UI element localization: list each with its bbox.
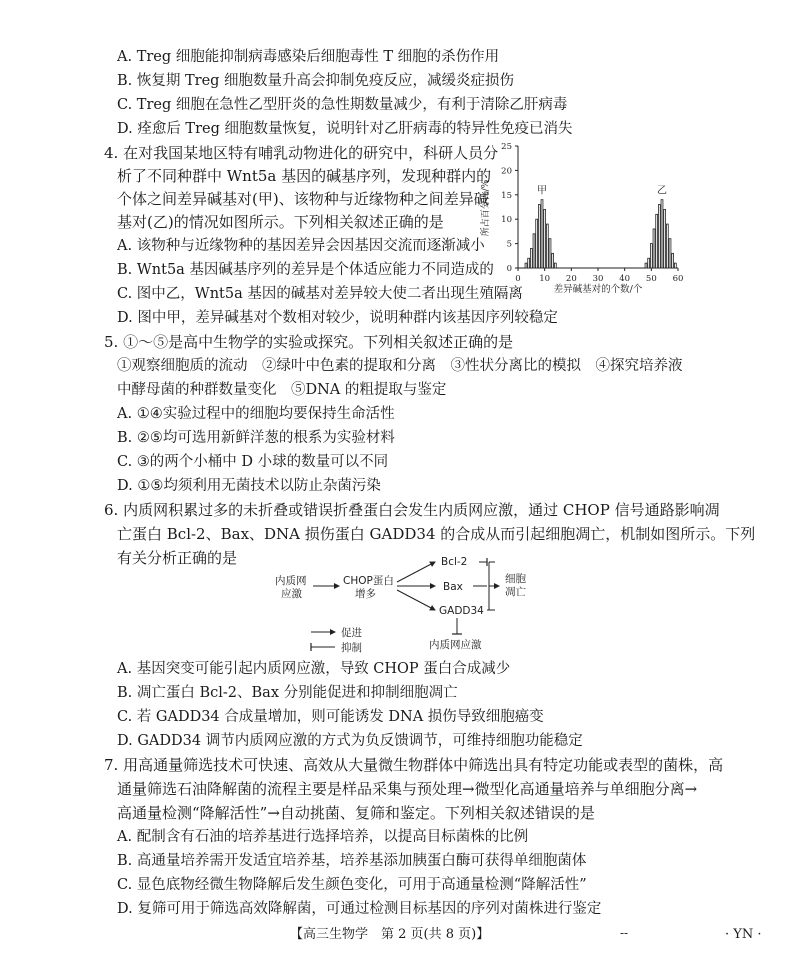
chart-x-tick-label: 50	[645, 274, 657, 284]
q7-option-d: D. 复筛可用于筛选高效降解菌，可通过检测目标基因的序列对菌株进行鉴定	[117, 901, 602, 917]
chart-bar	[645, 263, 647, 268]
q7-stem-line2: 通量筛选石油降解菌的流程主要是样品采集与预处理→微型化高通量培养与单细胞分离→	[117, 780, 698, 798]
chart-y-axis-label: 所占百分比/%	[481, 179, 491, 237]
chart-bar	[530, 248, 532, 268]
q7-option-a: A. 配制含有石油的培养基进行选择培养，以提高目标菌株的比例	[117, 829, 529, 845]
footer-code: · YN ·	[725, 927, 762, 942]
chart-bar	[549, 239, 551, 268]
diagram-bax-label: Bax	[443, 581, 463, 593]
q5-items-line1: ①观察细胞质的流动 ②绿叶中色素的提取和分离 ③性状分离比的模拟 ④探究培养液	[117, 358, 683, 374]
chart-x-axis-label: 差异碱基对的个数/个	[553, 284, 643, 295]
chart-bars	[525, 200, 676, 268]
chart-bar	[650, 244, 652, 268]
q4-option-c: C. 图中乙，Wnt5a 基因的碱基对差异较大使二者出现生殖隔离	[117, 286, 523, 302]
chart-x-tick-label: 0	[515, 274, 521, 284]
legend-promote-label: 促进	[341, 627, 362, 639]
q3-option-c: C. Treg 细胞在急性乙型肝炎的急性期数量减少，有利于清除乙肝病毒	[117, 97, 568, 113]
chart-bar	[554, 263, 556, 268]
chart-bar	[544, 209, 546, 268]
chart-bar	[656, 214, 658, 268]
chart-bar	[546, 224, 548, 268]
chart-bar	[525, 263, 527, 268]
chart-bar	[669, 239, 671, 268]
q3-option-a: A. Treg 细胞能抑制病毒感染后细胞毒性 T 细胞的杀伤作用	[117, 49, 500, 65]
chart-bar	[528, 258, 530, 268]
chart-x-tick-label: 40	[619, 274, 631, 284]
q4-option-a: A. 该物种与近缘物种的基因差异会因基因交流而逐渐减小	[117, 238, 485, 254]
q6-option-a: A. 基因突变可能引起内质网应激，导致 CHOP 蛋白合成减少	[117, 661, 511, 677]
chart-bar	[533, 234, 535, 268]
arrow-chop-to-gadd34	[397, 590, 435, 610]
chart-y-tick-label: 25	[501, 142, 512, 152]
q6-stem-line3: 有关分析正确的是	[117, 549, 238, 567]
chart-bar	[658, 205, 660, 268]
q4-option-d: D. 图中甲，差异碱基对个数相对较少，说明种群内该基因序列较稳定	[117, 310, 558, 326]
q4-histogram-chart	[478, 138, 700, 298]
page-footer-label: 【高三生物学 第 2 页(共 8 页)】	[290, 927, 490, 942]
q4-option-b: B. Wnt5a 基因碱基序列的差异是个体适应能力不同造成的	[117, 262, 494, 278]
chart-bar	[672, 253, 674, 268]
q5-option-c: C. ③的两个小桶中 D 小球的数量可以不同	[117, 454, 389, 470]
chart-bar	[664, 209, 666, 268]
chart-bar	[653, 229, 655, 268]
diagram-apoptosis-label-2: 凋亡	[505, 586, 526, 598]
q4-stem-line3: 个体之间差异碱基对(甲)、该物种与近缘物种之间差异碱	[117, 190, 489, 208]
chart-bar	[648, 258, 650, 268]
q5-option-a: A. ①④实验过程中的细胞均要保持生命活性	[117, 406, 395, 422]
chart-y-tick-label: 20	[501, 166, 512, 177]
diagram-chop-label-2: 增多	[355, 588, 376, 600]
chart-y-tick-label: 0	[506, 264, 512, 274]
chart-x-tick-label: 60	[672, 274, 684, 284]
q6-option-d: D. GADD34 调节内质网应激的方式为负反馈调节，可维持细胞功能稳定	[117, 733, 583, 749]
chart-bar	[552, 253, 554, 268]
diagram-bcl2-label: Bcl-2	[441, 556, 468, 568]
arrow-chop-to-bcl2	[397, 562, 435, 582]
q7-option-c: C. 显色底物经微生物降解后发生颜色变化，可用于高通量检测“降解活性”	[117, 877, 587, 893]
q6-stem-line2: 亡蛋白 Bcl-2、Bax、DNA 损伤蛋白 GADD34 的合成从而引起细胞凋亡，机制如图所示。下列	[117, 525, 756, 543]
diagram-er-stress-label: 内质网	[275, 575, 307, 587]
legend-inhibit-label: 抑制	[341, 642, 362, 654]
chart-x-tick-label: 20	[565, 274, 577, 284]
q3-option-d: D. 痊愈后 Treg 细胞数量恢复，说明针对乙肝病毒的特异性免疫已消失	[117, 121, 573, 137]
diagram-apoptosis-label: 细胞	[505, 573, 526, 585]
chart-series-label: 甲	[537, 185, 547, 197]
q5-option-d: D. ①⑤均须利用无菌技术以防止杂菌污染	[117, 478, 381, 494]
q4-stem-line4: 基对(乙)的情况如图所示。下列相关叙述正确的是	[117, 213, 444, 231]
chart-y-tick-label: 15	[501, 190, 512, 201]
chart-bar	[661, 200, 663, 268]
q6-mechanism-diagram	[255, 550, 575, 655]
chart-series-label: 乙	[657, 185, 667, 197]
chart-y-tick-label: 5	[506, 239, 512, 250]
chart-x-tick-label: 30	[592, 274, 604, 284]
q5-stem: 5. ①～⑤是高中生物学的实验或探究。下列相关叙述正确的是	[104, 333, 514, 351]
q4-stem-line2: 析了不同种群中 Wnt5a 基因的碱基序列，发现种群内的	[117, 167, 492, 185]
q3-option-b: B. 恢复期 Treg 细胞数量升高会抑制免疫反应，减缓炎症损伤	[117, 73, 515, 89]
chart-bar	[541, 200, 543, 268]
q7-stem-line1: 7. 用高通量筛选技术可快速、高效从大量微生物群体中筛选出具有特定功能或表型的菌株，高	[104, 756, 724, 774]
q6-option-b: B. 凋亡蛋白 Bcl-2、Bax 分别能促进和抑制细胞凋亡	[117, 685, 458, 701]
q6-option-c: C. 若 GADD34 合成量增加，则可能诱发 DNA 损伤导致细胞癌变	[117, 709, 544, 725]
chart-bar	[536, 219, 538, 268]
chart-bar	[538, 205, 540, 268]
q7-option-b: B. 高通量培养需开发适宜培养基，培养基添加胰蛋白酶可获得单细胞菌体	[117, 853, 587, 869]
q5-option-b: B. ②⑤均可选用新鲜洋葱的根系为实验材料	[117, 430, 395, 446]
chart-bar	[674, 263, 676, 268]
chart-bar	[666, 224, 668, 268]
q7-stem-line3: 高通量检测“降解活性”→自动挑菌、复筛和鉴定。下列相关叙述错误的是	[117, 804, 595, 822]
q6-stem-line1: 6. 内质网积累过多的未折叠或错误折叠蛋白会发生内质网应激，通过 CHOP 信号通路影响凋	[104, 501, 720, 519]
diagram-chop-label: CHOP蛋白	[343, 575, 394, 587]
diagram-er-stress-label-2: 应激	[281, 588, 302, 600]
q5-items-line2: 中酵母菌的种群数量变化 ⑤DNA 的粗提取与鉴定	[117, 382, 447, 398]
chart-x-tick-label: 10	[539, 274, 551, 284]
diagram-er-response-label: 内质网应激	[429, 639, 482, 651]
chart-y-tick-label: 10	[501, 215, 512, 226]
footer-dash: --	[620, 926, 629, 940]
q4-stem-line1: 4. 在对我国某地区特有哺乳动物进化的研究中，科研人员分	[104, 144, 499, 162]
diagram-gadd34-label: GADD34	[439, 605, 484, 617]
chart-labels	[479, 142, 683, 295]
